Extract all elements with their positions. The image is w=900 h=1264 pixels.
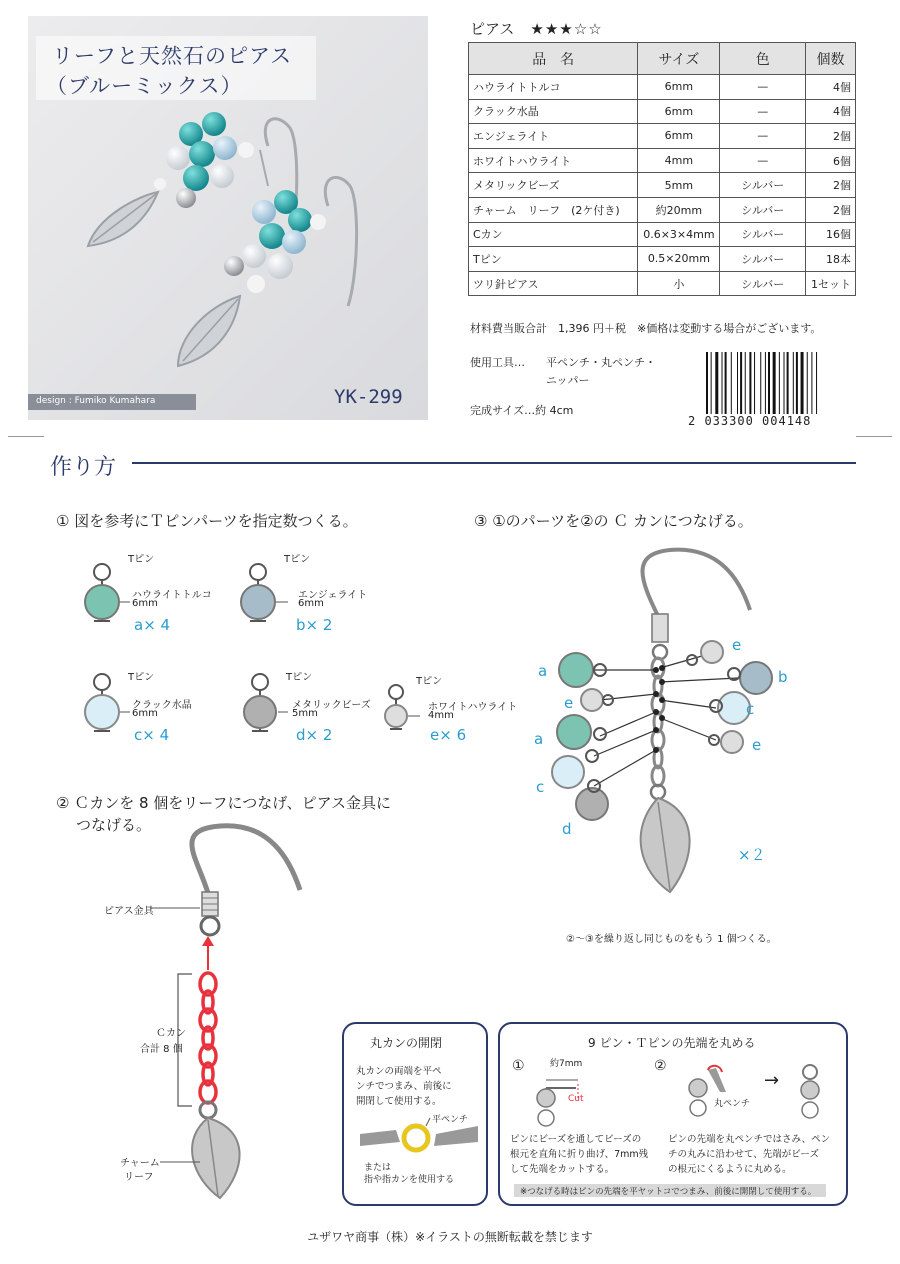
box1-text2: ンチでつまみ、前後に [356, 1081, 452, 1092]
how-to-title: 作り方 [50, 455, 117, 480]
product-code: YK-299 [334, 386, 403, 408]
step3-letter-a2: a [534, 730, 544, 748]
step2-title-line2: つなげる。 [76, 816, 152, 834]
barcode-bar [745, 352, 746, 414]
box1-text1: 丸カンの両端を平ペ [356, 1066, 442, 1077]
cell-color: シルバー [720, 222, 806, 247]
barcode-number: 2 033300 004148 [688, 414, 812, 428]
cell-name: クラック水晶 [469, 99, 638, 124]
part-d-code: d× 2 [296, 726, 333, 744]
footer-copyright: ユザワヤ商事（株）※イラストの無断転載を禁じます [307, 1230, 593, 1244]
product-title: リーフと天然石のピアス [52, 44, 293, 68]
barcode-bar [711, 352, 712, 414]
table-row [469, 271, 856, 296]
step3-letter-e1: e [564, 694, 574, 712]
product-subtitle: （ブルーミックス） [46, 74, 243, 98]
step2-diagram [100, 820, 320, 1200]
cell-count: 2個 [806, 173, 856, 198]
table-row [469, 99, 856, 124]
part-b-name: エンジェライト [298, 590, 368, 601]
box2-arrow: → [764, 1070, 780, 1091]
part-c-pin-label: Tピン [128, 672, 155, 683]
cell-color: — [720, 99, 806, 124]
cell-size: 6mm [638, 99, 720, 124]
cell-name: ハウライトトルコ [469, 75, 638, 100]
step3-letter-c2: c [746, 700, 755, 718]
table-header-row [469, 43, 856, 75]
part-e-name: ホワイトハウライト [428, 702, 518, 713]
part-c-name: クラック水晶 [132, 700, 192, 711]
part-e-size: 4mm [428, 710, 454, 721]
box1-title: 丸カンの開閉 [370, 1036, 443, 1050]
cell-size: 0.5×20mm [638, 247, 720, 272]
barcode-bar [779, 352, 780, 414]
step3-letter-e3: e [752, 736, 762, 754]
part-b-pin-label: Tピン [284, 554, 311, 565]
finished-size: 完成サイズ…約 4cm [470, 404, 574, 417]
part-d-pin-label: Tピン [286, 672, 313, 683]
box2-title: 9 ピン・Ｔピンの先端を丸める [588, 1036, 756, 1050]
part-c-size: 6mm [132, 708, 158, 719]
part-d-name: メタリックビーズ [292, 700, 371, 711]
cell-color: — [720, 75, 806, 100]
barcode-bar [737, 352, 738, 414]
barcode-bar [749, 352, 751, 414]
cell-count: 16個 [806, 222, 856, 247]
separator-left [8, 436, 44, 437]
cell-name: ツリ針ピアス [469, 271, 638, 296]
barcode [706, 352, 846, 414]
step3-times-two: ×２ [738, 846, 766, 864]
barcode-bar [725, 352, 727, 414]
cell-count: 4個 [806, 75, 856, 100]
part-e-tpin [385, 685, 420, 730]
box2-note: ※つなげる時はピンの先端を平ヤットコでつまみ、前後に開閉して使用する。 [520, 1187, 817, 1197]
barcode-bar [722, 352, 723, 414]
barcode-bar [796, 352, 798, 414]
label-ccan-total: 合計 8 個 [140, 1044, 183, 1055]
box2-step1-num: ① [512, 1058, 525, 1074]
cell-count: 6個 [806, 148, 856, 173]
step3-letter-d: d [562, 820, 572, 838]
cell-color: — [720, 124, 806, 149]
col-count: 個数 [806, 43, 856, 75]
part-d-tpin [244, 674, 288, 732]
barcode-bar [801, 352, 804, 414]
box1-alt-1: または [364, 1163, 392, 1173]
part-a-pin-label: Tピン [128, 554, 155, 565]
part-a-name: ハウライトトルコ [132, 590, 212, 601]
part-b-tpin [241, 564, 288, 622]
part-a-tpin [85, 564, 130, 622]
box2-cut: Cut [568, 1094, 584, 1104]
cell-name: ホワイトハウライト [469, 148, 638, 173]
cell-size: 小 [638, 271, 720, 296]
cell-size: 0.6×3×4mm [638, 222, 720, 247]
cell-name: エンジェライト [469, 124, 638, 149]
barcode-bar [706, 352, 708, 414]
table-row [469, 222, 856, 247]
barcode-bar [768, 352, 770, 414]
box1-alt-2: 指や指カンを使用する [364, 1175, 455, 1185]
box2-text2c: の根元にくるように丸める。 [668, 1164, 792, 1175]
label-earring-hook: ピアス金具 [104, 906, 154, 917]
designer-credit: design : Fumiko Kumahara [36, 396, 156, 406]
cell-count: 2個 [806, 124, 856, 149]
cell-color: シルバー [720, 197, 806, 222]
barcode-bar [731, 352, 732, 414]
step3-letter-e2: e [732, 636, 742, 654]
barcode-bar [773, 352, 776, 414]
cell-size: 5mm [638, 173, 720, 198]
step1-diagram [60, 540, 480, 760]
repeat-note: ②〜③を繰り返し同じものをもう 1 個つくる。 [566, 934, 777, 945]
step3-letter-b: b [778, 668, 788, 686]
cell-count: 1セット [806, 271, 856, 296]
cell-name: チャーム リーフ (2ケ付き) [469, 197, 638, 222]
box2-text1c: して先端をカットする。 [510, 1164, 615, 1175]
label-leaf: リーフ [124, 1172, 154, 1183]
cell-size: 約20mm [638, 197, 720, 222]
barcode-bar [740, 352, 742, 414]
box2-step2-num: ② [654, 1058, 667, 1074]
part-a-size: 6mm [132, 598, 158, 609]
step2-title-line1: ② Ｃカンを 8 個をリーフにつなげ、ピアス金具に [56, 794, 392, 812]
box2-text1b: 根元を直角に折り曲げ、7mm残 [510, 1149, 649, 1160]
cell-count: 18本 [806, 247, 856, 272]
label-charm: チャーム [120, 1158, 160, 1169]
col-name: 品 名 [469, 43, 638, 75]
step3-diagram [520, 540, 820, 910]
cell-name: Tピン [469, 247, 638, 272]
barcode-bar [715, 352, 718, 414]
barcode-bar [811, 352, 812, 414]
col-color: 色 [720, 43, 806, 75]
part-c-tpin [85, 674, 130, 732]
step1-title: ① 図を参考にＴピンパーツを指定数つくる。 [56, 512, 358, 530]
cell-size: 6mm [638, 75, 720, 100]
materials-table [468, 42, 856, 296]
part-b-code: b× 2 [296, 616, 333, 634]
table-row [469, 75, 856, 100]
difficulty-stars: ★★★☆☆ [530, 20, 603, 38]
barcode-bar [793, 352, 794, 414]
part-d-size: 5mm [292, 708, 318, 719]
cell-color: シルバー [720, 271, 806, 296]
barcode-bar [760, 352, 761, 414]
col-size: サイズ [638, 43, 720, 75]
barcode-bar [787, 352, 789, 414]
cell-size: 4mm [638, 148, 720, 173]
box1-text3: 開閉して使用する。 [356, 1096, 442, 1107]
label-ccan: Ｃカン [156, 1028, 186, 1039]
step3-title: ③ ①のパーツを②の Ｃ カンにつなげる。 [474, 512, 753, 530]
box1-plier-label: 平ペンチ [432, 1115, 469, 1125]
how-to-rule [132, 462, 856, 464]
box2-text2a: ピンの先端を丸ペンチではさみ、ペン [668, 1134, 831, 1145]
table-row [469, 124, 856, 149]
item-type: ピアス [470, 20, 515, 38]
barcode-bar [807, 352, 808, 414]
step3-letter-c1: c [536, 778, 545, 796]
part-a-code: a× 4 [134, 616, 171, 634]
step3-letter-a1: a [538, 662, 548, 680]
box2-round-plier: 丸ペンチ [714, 1099, 751, 1109]
cell-color: — [720, 148, 806, 173]
difficulty-header [470, 18, 603, 39]
box2-text1a: ピンにビーズを通してビーズの [510, 1134, 642, 1145]
cell-name: メタリックビーズ [469, 173, 638, 198]
barcode-bar [765, 352, 766, 414]
tools-line1: 平ペンチ・丸ペンチ・ [546, 356, 656, 369]
part-c-code: c× 4 [134, 726, 170, 744]
table-row [469, 173, 856, 198]
box2-length: 約7mm [550, 1059, 583, 1069]
red-chain [200, 973, 216, 1103]
part-e-pin-label: Tピン [416, 676, 443, 687]
cell-count: 4個 [806, 99, 856, 124]
cell-name: Cカン [469, 222, 638, 247]
separator-right [856, 436, 892, 437]
tools-label: 使用工具… [470, 356, 525, 369]
table-row [469, 247, 856, 272]
barcode-bar [784, 352, 785, 414]
part-e-code: e× 6 [430, 726, 467, 744]
cell-size: 6mm [638, 124, 720, 149]
table-row [469, 148, 856, 173]
table-row [469, 197, 856, 222]
barcode-bar [816, 352, 817, 414]
cell-color: シルバー [720, 247, 806, 272]
price-note: 材料費当販合計 1,396 円＋税 ※価格は変動する場合がございます。 [470, 322, 822, 335]
part-b-size: 6mm [298, 598, 324, 609]
barcode-bar [754, 352, 755, 414]
tools-line2: ニッパー [546, 374, 590, 387]
cell-color: シルバー [720, 173, 806, 198]
box2-text2b: チの丸みに沿わせて、先端がビーズ [668, 1149, 819, 1160]
cell-count: 2個 [806, 197, 856, 222]
